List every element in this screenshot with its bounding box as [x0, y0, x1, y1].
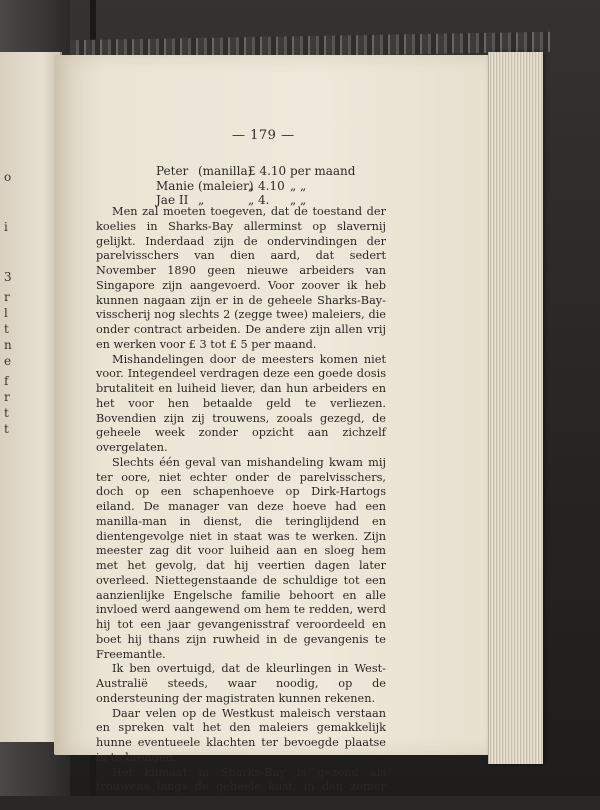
- page-block-edges: [488, 52, 543, 764]
- worker-name: Jae II: [156, 193, 189, 207]
- worker-origin: (manilla): [198, 164, 253, 178]
- left-margin-char: 3: [4, 270, 12, 284]
- left-margin-char: n: [4, 338, 12, 352]
- left-margin-char: e: [4, 354, 12, 368]
- left-margin-char: t: [4, 322, 9, 336]
- wage-amount: £ 4.10: [248, 164, 287, 178]
- worker-name: Peter: [156, 164, 189, 178]
- wage-amount: „ 4.: [248, 193, 270, 207]
- wage-row: [156, 179, 386, 194]
- left-margin-char: l: [4, 306, 8, 320]
- paragraph: Slechts één geval van mishandeling kwam mij ter oore, niet echter onder de parelvisschers, doch op een schapenhoeve op Dirk-Hartogs eiland. De manager van deze hoeve had een manilla-man in dienst, die teringlijdend en dientengevolge niet in staat was te werken. Zijn meester zag dit voor luiheid aan en sloeg hem met het gevolg, dat hij veertien dagen later overleed. Niettegenstaande de schuldige tot een aanzienlijke Engelsche familie behoort en alle invloed werd aangewend om hem te redden, werd hij tot een jaar gevangenisstraf veroordeeld en boet hij thans zijn ruwheid in de gevangenis te Freemantle.: [96, 455, 386, 661]
- left-margin-char: f: [4, 374, 9, 388]
- left-margin-char: r: [4, 290, 10, 304]
- wage-period: „ „: [290, 193, 307, 207]
- worker-origin: (maleier): [198, 178, 254, 193]
- paragraph: Het klimaat in Sharks-Bay is gezond als trouwens langs de geheele kust, in den zomer warm doch droog.: [96, 765, 386, 808]
- left-margin-char: t: [4, 422, 9, 436]
- worker-name: Manie: [156, 178, 195, 193]
- left-page-fragment: [0, 52, 62, 742]
- left-margin-char: r: [4, 390, 10, 404]
- paragraph: Ik ben overtuigd, dat de kleurlingen in West-Australië steeds, waar noodig, op de ondersteuning der magistraten kunnen rekenen.: [96, 662, 386, 705]
- worker-origin: „: [198, 193, 205, 207]
- wage-amount: „ 4.10: [248, 178, 285, 193]
- paragraph: Men zal moeten toegeven, dat de toestand der koelies in Sharks-Bay allerminst op slavernij gelijkt. Inderdaad zijn de ondervindingen der parelvisschers van dien aard, dat sedert November 1890 geen nieuwe arbeiders van Singapore zijn aangevoerd. Voor zoover ik heb kunnen nagaan zijn er in de geheele Sharks-Bay-visscherij nog slechts 2 (zegge twee) maleiers, die onder contract arbeiden. De andere zijn allen vrij en werken voor £ 3 tot £ 5 per maand.: [96, 205, 386, 351]
- wage-table: [156, 164, 386, 208]
- wage-period: „ „: [290, 178, 307, 193]
- wage-row: [156, 164, 386, 179]
- page-number: — 179 —: [232, 128, 295, 143]
- wage-period: per maand: [290, 164, 356, 178]
- body-text: [96, 205, 386, 810]
- left-margin-char: i: [4, 220, 8, 234]
- left-margin-char: t: [4, 406, 9, 420]
- paragraph: Mishandelingen door de meesters komen niet voor. Integendeel verdragen deze een goede dosis brutaliteit en luiheid liever, dan hun arbeiders en het voor hen betaalde geld te verliezen. Bovendien zijn zij trouwens, zooals gezegd, de geheele week zonder opzicht aan zichzelf overgelaten.: [96, 352, 386, 454]
- paragraph: Daar velen op de Westkust maleisch verstaan en spreken valt het den maleiers gemakkelijk hunne eventueele klachten ter bevoegde plaatse in te brengen.: [96, 706, 386, 764]
- left-margin-char: o: [4, 170, 12, 184]
